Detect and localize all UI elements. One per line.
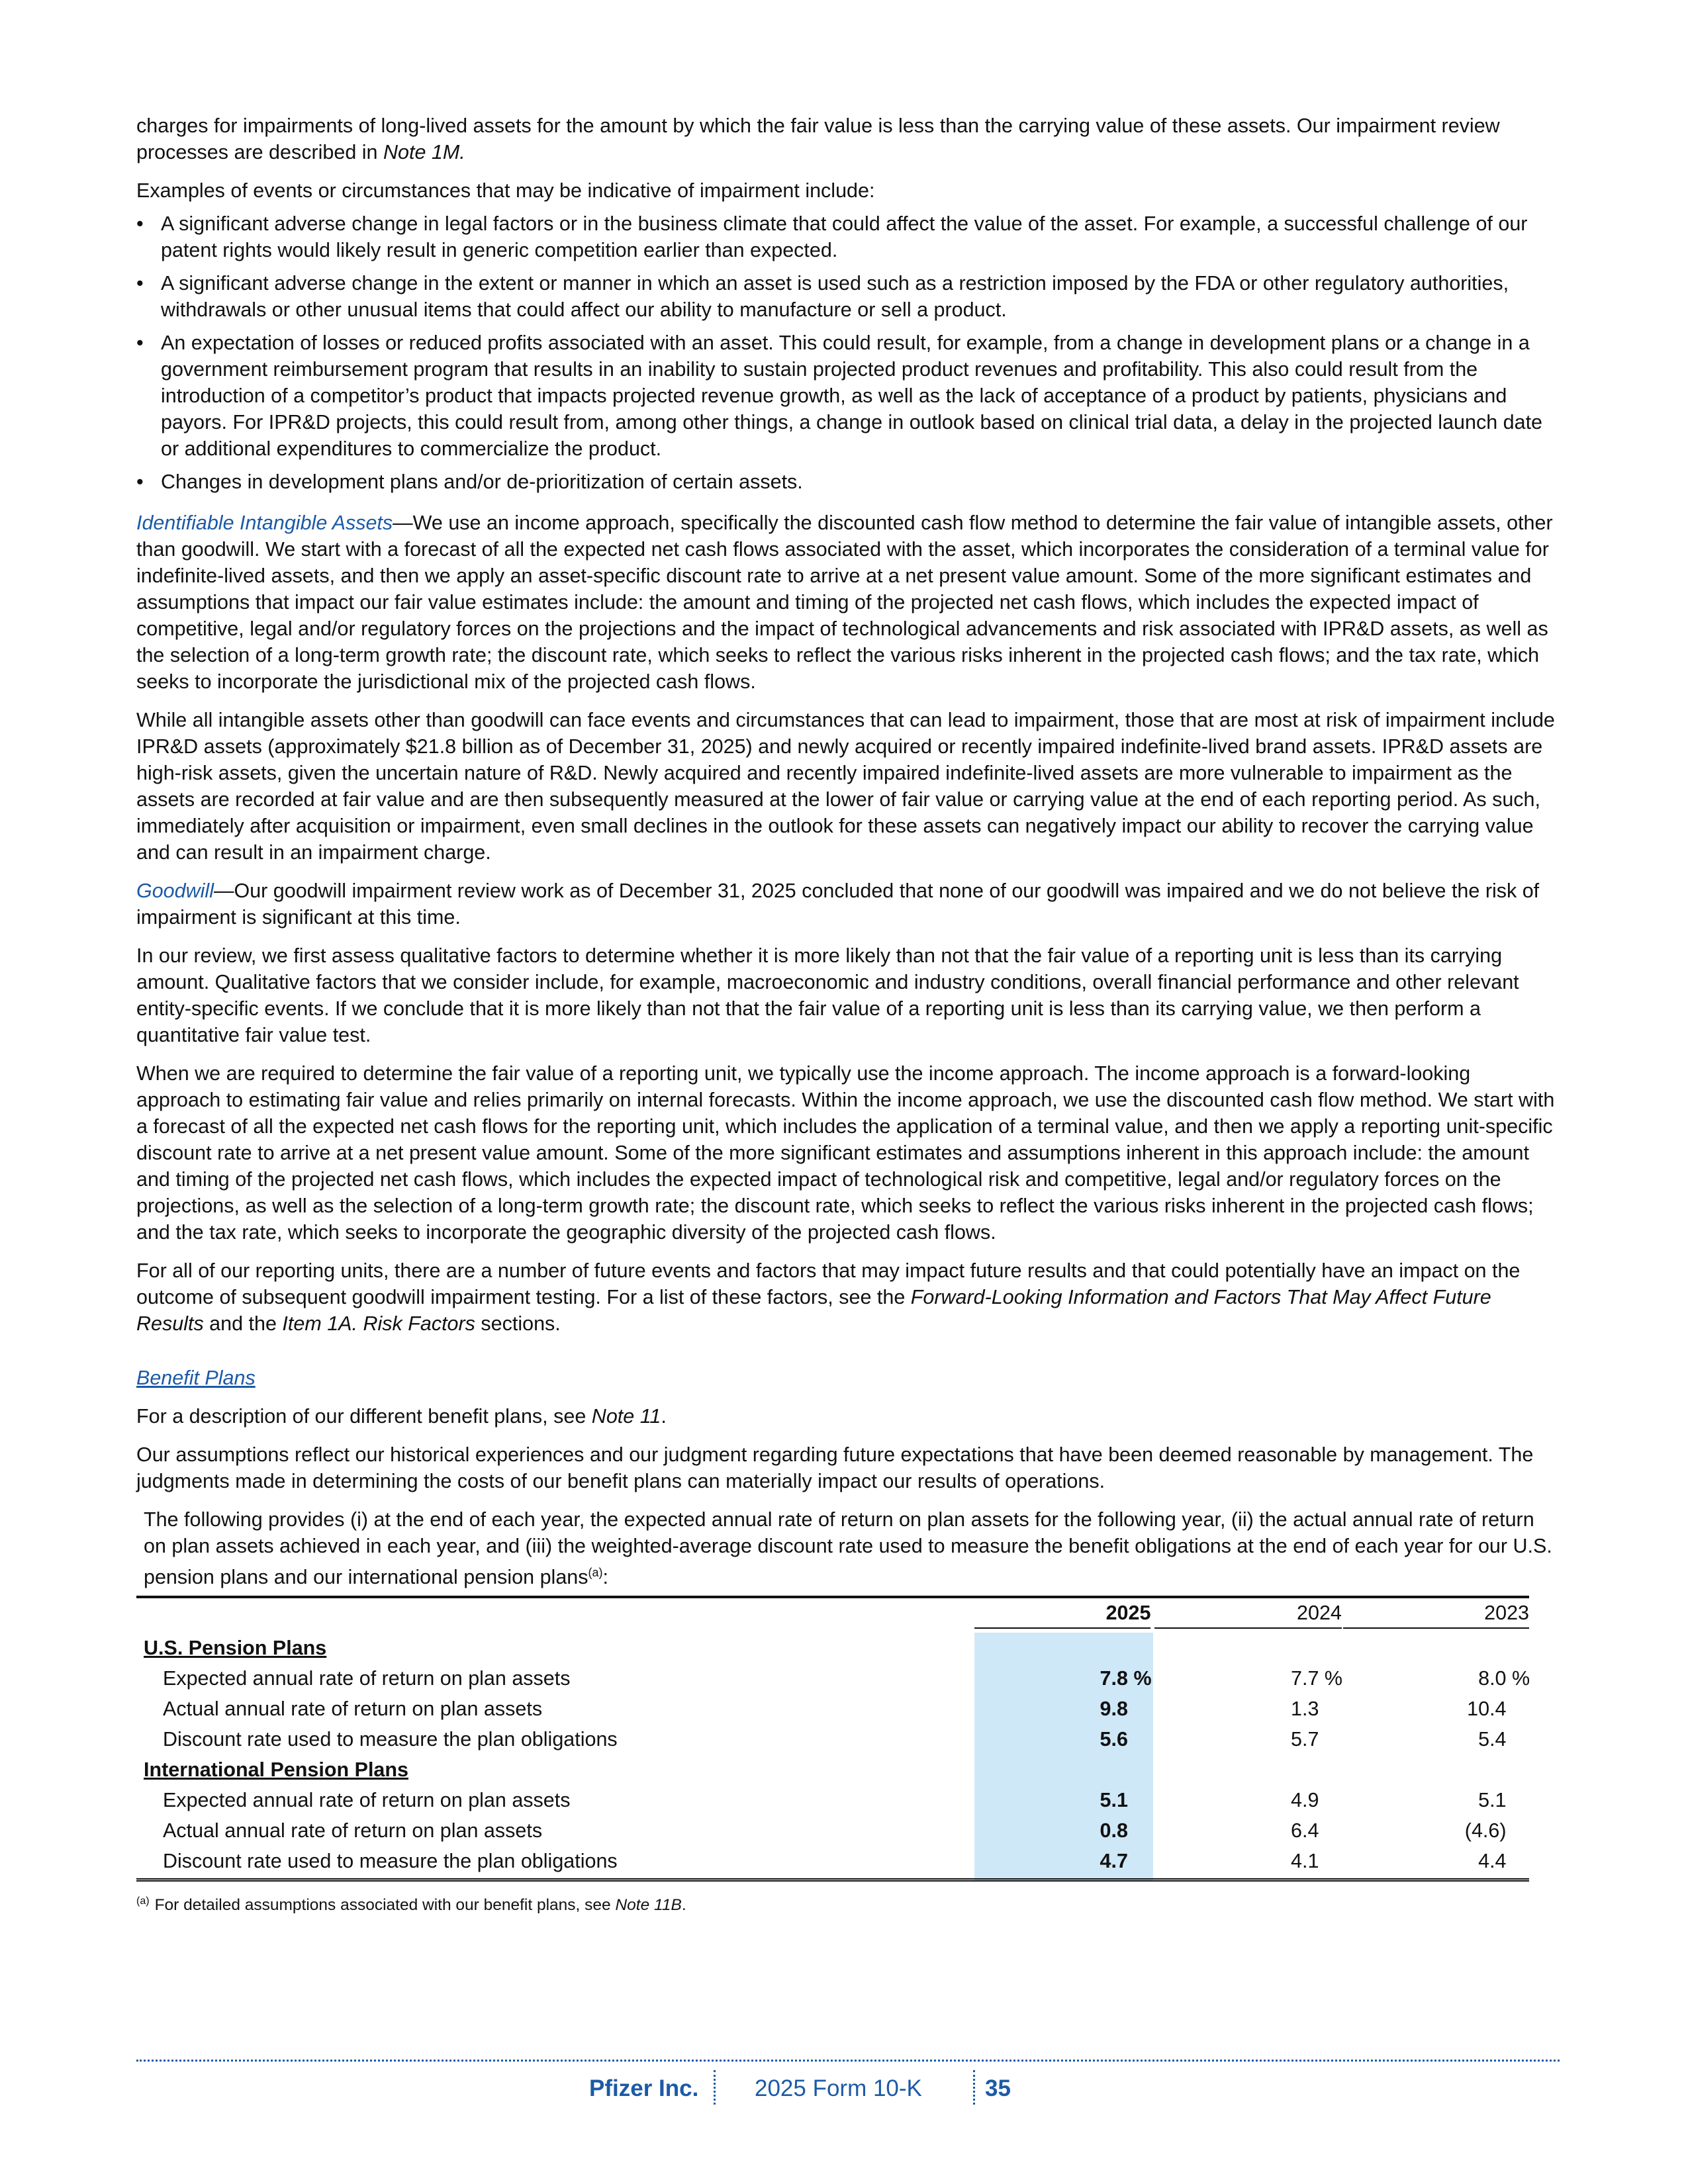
page-footer — [0, 2065, 1688, 2105]
list-item: • An expectation of losses or reduced profits associated with an asset. This could result, for example, from a change in development plans or a change in a government reimbursement program that results in an inability to sustain projected product revenues and profitability. This also could result from the introduction of a competitor’s product that impacts projected revenue growth, as well as the lack of acceptance of a product by patients, physicians and payors. For IPR&D projects, this could result from, among other things, a change in outlook based on clinical trial data, a delay in the projected launch date or additional expenditures to commercialize the product. — [136, 330, 1560, 462]
table-intro: The following provides (i) at the end of each year, the expected annual rate of return on plan assets for the following year, (ii) the actual annual rate of return on plan assets achieved in each year, and (iii) the weighted-average discount rate used to measure the benefit obligations at the end of each year for our U.S. pension plans and our international pension plans$^{(a)}$: — [144, 1508, 1552, 1589]
footer-form: 2025 Form 10-K — [755, 2075, 922, 2101]
list-item: • A significant adverse change in the extent or manner in which an asset is used such as a restriction imposed by the FDA or other regulatory authorities, withdrawals or other unusual items that could affect our ability to manufacture or sell a product. — [136, 270, 1560, 323]
note-reference: Note 1M. — [383, 141, 465, 163]
table-row: Discount rate used to measure the plan obligations 5.6 5.7 5.4 — [136, 1724, 1529, 1754]
benefit-assumptions-paragraph: Our assumptions reflect our historical experiences and our judgment regarding future expectations that have been deemed reasonable by management. The judgments made in determining the costs of our benefit plans can materially impact our results of operations. — [136, 1443, 1534, 1492]
goodwill-paragraph: Goodwill—Our goodwill impairment review work as of December 31, 2025 concluded that none of our goodwill was impaired and we do not believe the risk of impairment is significant at this time. — [136, 880, 1540, 929]
table-row: Expected annual rate of return on plan assets 7.8 % 7.7 % 8.0 % — [136, 1663, 1529, 1694]
section-title: U.S. Pension Plans — [144, 1637, 327, 1660]
table-row: Expected annual rate of return on plan assets 5.1 4.9 5.1 — [136, 1785, 1529, 1815]
goodwill-review-paragraph: In our review, we first assess qualitative factors to determine whether it is more likely than not that the fair value of a reporting unit is less than its carrying amount. Qualitative factors that we consider include, for example, macroeconomic and industry conditions, overall financial performance and other relevant entity-specific events. If we conclude that it is more likely than not that the fair value of a reporting unit is less than its carrying value, we then perform a quantitative fair value test. — [136, 944, 1519, 1046]
column-header-2025: 2025 — [974, 1600, 1151, 1629]
table-row: Actual annual rate of return on plan assets 9.8 1.3 10.4 — [136, 1694, 1529, 1724]
footer-divider — [136, 2060, 1560, 2062]
goodwill-income-approach-paragraph: When we are required to determine the fair value of a reporting unit, we typically use the income approach. The income approach is a forward-looking approach to estimating fair value and relies primarily on internal forecasts. Within the income approach, we use the discounted cash flow method. We start with a forecast of all the expected net cash flows for the reporting unit, which includes the application of a terminal value, and then we apply a reporting unit-specific discount rate to arrive at a net present value amount. Some of the more significant estimates and assumptions inherent in this approach include: the amount and timing of the projected net cash flows, which includes the expected impact of technological risk and competitive, legal and/or regulatory forces on the projections, as well as the selection of a long-term growth rate; the discount rate, which seeks to reflect the various risks inherent in the projected cash flows; and the tax rate, which seeks to incorporate the geographic diversity of the projected cash flows. — [136, 1062, 1555, 1244]
page-content — [136, 113, 1560, 1916]
section-row — [136, 1633, 1529, 1663]
list-item: • A significant adverse change in legal factors or in the business climate that could affect the value of the asset. For example, a successful challenge of our patent rights would likely result in generic competition earlier than expected. — [136, 210, 1560, 263]
intangibles-heading: Identifiable Intangible Assets — [136, 512, 393, 534]
list-item: • Changes in development plans and/or de-prioritization of certain assets. — [136, 469, 1560, 495]
section-row — [136, 1754, 1529, 1785]
goodwill-factors-paragraph: For all of our reporting units, there are a number of future events and factors that may impact future results and that could potentially have an impact on the outcome of subsequent goodwill impairment testing. For a list of these factors, see the Forward-Looking Information and Factors That May Affect Future Results and the Item 1A. Risk Factors sections. — [136, 1259, 1521, 1335]
impairment-indicators-list — [136, 210, 1560, 495]
section-reference: Forward-Looking Information and Factors That May Affect Future Results — [136, 1286, 1491, 1335]
page-number: 35 — [985, 2075, 1011, 2101]
table-footnote: $^{(a)}$ For detailed assumptions associated with our benefit plans, see Note 11B. — [136, 1895, 686, 1915]
examples-lead: Examples of events or circumstances that may be indicative of impairment include: — [136, 179, 875, 202]
column-header-2024: 2024 — [1154, 1600, 1342, 1629]
footer-separator — [973, 2070, 975, 2105]
section-reference: Item 1A. Risk Factors — [282, 1312, 475, 1335]
section-title: International Pension Plans — [144, 1758, 408, 1782]
benefit-plans-heading[interactable]: Benefit Plans — [136, 1367, 256, 1389]
note-reference: Note 11 — [591, 1405, 661, 1428]
intangibles-paragraph: Identifiable Intangible Assets—We use an income approach, specifically the discounted cash flow method to determine the fair value of intangible assets, other than goodwill. We start with a forecast of all the expected net cash flows associated with the asset, which incorporates the consideration of a terminal value for indefinite-lived assets, and then we apply an asset-specific discount rate to arrive at a net present value amount. Some of the more significant estimates and assumptions that impact our fair value estimates include: the amount and timing of the projected net cash flows, which includes the expected impact of competitive, legal and/or regulatory forces on the projections and the impact of technological advancements and risk associated with IPR&D assets, as well as the selection of a long-term growth rate; the discount rate, which seeks to reflect the various risks inherent in the projected cash flows; and the tax rate, which seeks to incorporate the jurisdictional mix of the projected cash flows. — [136, 512, 1553, 693]
table-row: Actual annual rate of return on plan assets 0.8 6.4 (4.6) — [136, 1815, 1529, 1846]
table-row: Discount rate used to measure the plan obligations 4.7 4.1 4.4 — [136, 1846, 1529, 1880]
table-header-row — [136, 1597, 1529, 1633]
footer-company: Pfizer Inc. — [589, 2075, 699, 2101]
note-reference: Note 11B — [615, 1896, 682, 1915]
pension-rates-table — [136, 1596, 1529, 1882]
column-header-2023: 2023 — [1343, 1600, 1529, 1629]
intro-paragraph: charges for impairments of long-lived assets for the amount by which the fair value is less than the carrying value of these assets. Our impairment review processes are described in Note 1M. — [136, 114, 1500, 163]
footer-separator — [714, 2070, 716, 2105]
intangibles-risk-paragraph: While all intangible assets other than goodwill can face events and circumstances that can lead to impairment, those that are most at risk of impairment include IPR&D assets (approximately $21.8 billion as of December 31, 2025) and newly acquired or recently impaired indefinite-lived brand assets. IPR&D assets are high-risk assets, given the uncertain nature of R&D. Newly acquired and recently impaired indefinite-lived assets are more vulnerable to impairment as the assets are recorded at fair value and are then subsequently measured at the lower of fair value or carrying value at the end of each reporting period. As such, immediately after acquisition or impairment, even small declines in the outlook for these assets can negatively impact our ability to recover the carrying value and can result in an impairment charge. — [136, 709, 1555, 864]
benefit-description-paragraph: For a description of our different benefit plans, see Note 11. — [136, 1405, 667, 1428]
goodwill-heading: Goodwill — [136, 880, 214, 902]
